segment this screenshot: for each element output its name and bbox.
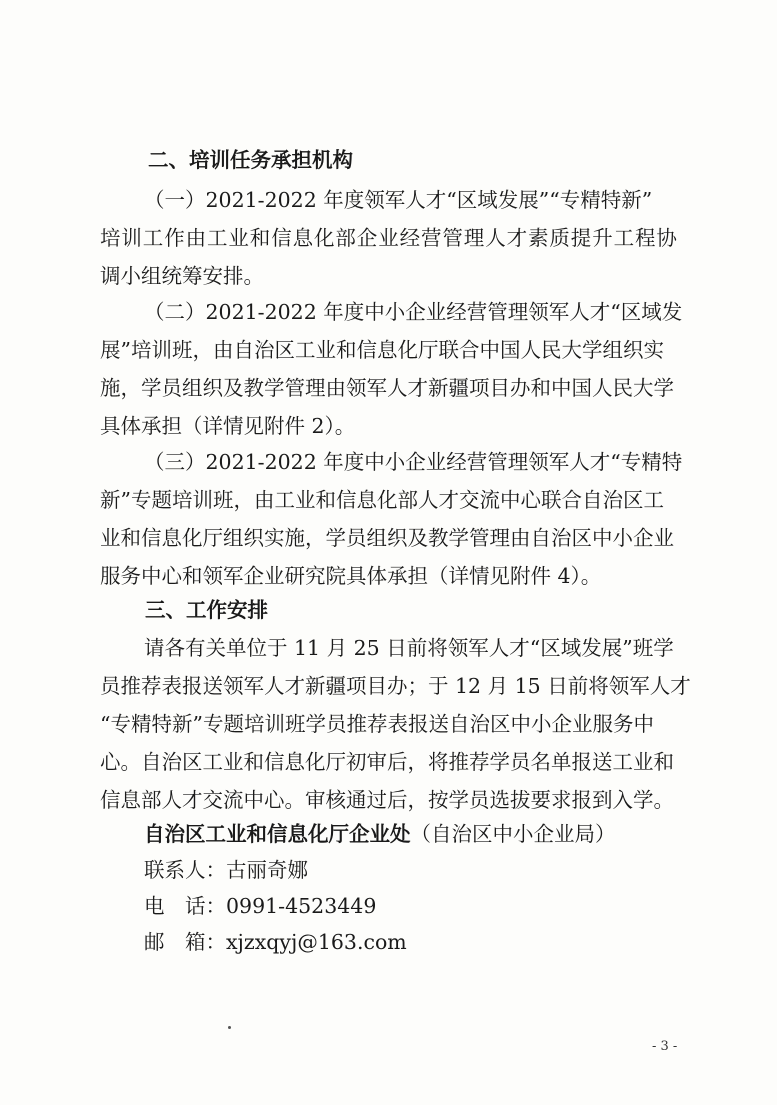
page-number: - 3 -	[652, 1039, 678, 1054]
contact-person-label: 联系人：	[144, 858, 226, 882]
section-2-para-1-line-1: （一）2021-2022 年度领军人才“区域发展”“专精特新”	[144, 188, 653, 212]
contact-org-suffix: （自治区中小企业局）	[410, 822, 616, 846]
section-2-para-2-line-3: 施，学员组织及教学管理由领军人才新疆项目办和中国人民大学	[100, 376, 674, 400]
section-3-heading: 三、工作安排	[145, 598, 268, 622]
section-2-para-2-line-1: （二）2021-2022 年度中小企业经营管理领军人才“区域发	[144, 300, 683, 324]
contact-email-value: xjzxqyj@163.com	[226, 930, 407, 954]
section-3-para-1-line-4: 心。自治区工业和信息化厅初审后，将推荐学员名单报送工业和	[100, 750, 674, 774]
contact-email-row	[0, 928, 777, 956]
section-2-para-1-line-3: 调小组统筹安排。	[100, 264, 264, 288]
section-3-para-1-line-5: 信息部人才交流中心。审核通过后，按学员选拔要求报到入学。	[100, 788, 674, 812]
contact-phone-value: 0991-4523449	[226, 894, 377, 918]
section-2-heading: 二、培训任务承担机构	[148, 148, 353, 172]
section-2-para-2-line-4: 具体承担（详情见附件 2）。	[100, 414, 356, 438]
section-3-para-1-line-3: “专精特新”专题培训班学员推荐表报送自治区中小企业服务中	[100, 712, 654, 736]
section-2-para-3-line-1: （三）2021-2022 年度中小企业经营管理领军人才“专精特	[144, 450, 683, 474]
contact-org-name: 自治区工业和信息化厅企业处	[144, 822, 411, 846]
scan-speck	[228, 1026, 231, 1029]
contact-person-value: 古丽奇娜	[226, 858, 308, 882]
section-3-para-1-line-1: 请各有关单位于 11 月 25 日前将领军人才“区域发展”班学	[144, 636, 674, 660]
contact-org	[0, 820, 777, 848]
section-2-para-3-line-4: 服务中心和领军企业研究院具体承担（详情见附件 4）。	[100, 564, 602, 588]
section-2-para-3-line-3: 业和信息化厅组织实施，学员组织及教学管理由自治区中小企业	[100, 526, 674, 550]
section-3-para-1-line-2: 员推荐表报送领军人才新疆项目办；于 12 月 15 日前将领军人才	[100, 674, 691, 698]
section-2-para-2-line-2: 展”培训班，由自治区工业和信息化厅联合中国人民大学组织实	[100, 338, 664, 362]
section-2-para-3-line-2: 新”专题培训班，由工业和信息化部人才交流中心联合自治区工	[100, 488, 664, 512]
contact-email-label: 邮 箱：	[144, 930, 226, 954]
contact-person-row	[0, 856, 777, 884]
contact-phone-row	[0, 892, 777, 920]
section-2-para-1-line-2: 培训工作由工业和信息化部企业经营管理人才素质提升工程协	[100, 226, 678, 250]
contact-phone-label: 电 话：	[144, 894, 226, 918]
